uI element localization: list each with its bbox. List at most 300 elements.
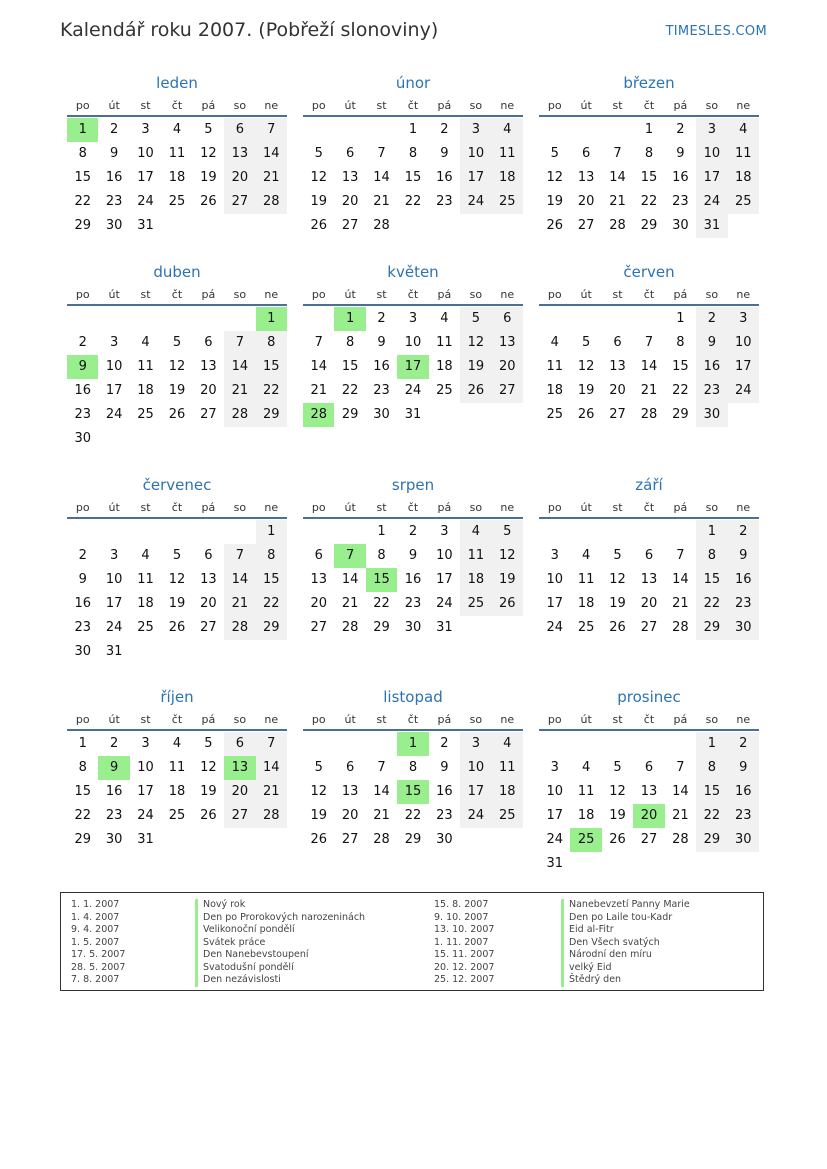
day-cell: 26 bbox=[310, 832, 327, 847]
day-cell: 18 bbox=[492, 166, 523, 190]
empty-cell bbox=[130, 307, 161, 331]
legend-date: 28. 5. 2007 bbox=[71, 961, 126, 973]
day-cell: 24 bbox=[460, 804, 491, 828]
day-cell: 9 bbox=[78, 572, 87, 587]
days-grid bbox=[303, 732, 523, 852]
day-cell: 10 bbox=[696, 142, 727, 166]
day-cell: 26 bbox=[168, 620, 186, 635]
day-cell: 4 bbox=[581, 548, 591, 563]
day-cell: 17 bbox=[105, 596, 123, 611]
weekday-label: ne bbox=[500, 501, 515, 514]
day-cell: 11 bbox=[492, 142, 523, 166]
day-cell: 23 bbox=[105, 194, 123, 209]
weekday-label: pá bbox=[673, 99, 688, 112]
day-cell: 4 bbox=[172, 122, 182, 137]
empty-cell bbox=[303, 118, 334, 142]
day-cell: 27 bbox=[200, 407, 217, 422]
day-cell: 1 bbox=[78, 736, 87, 751]
weekday-label: so bbox=[233, 501, 247, 514]
month-1 bbox=[67, 73, 287, 238]
day-cell: 11 bbox=[168, 760, 186, 775]
day-cell: 31 bbox=[137, 832, 154, 847]
day-cell: 9 bbox=[728, 544, 759, 568]
day-cell: 30 bbox=[105, 218, 123, 233]
day-cell: 3 bbox=[141, 122, 150, 137]
day-cell: 10 bbox=[728, 331, 759, 355]
days-grid bbox=[67, 118, 287, 238]
day-cell: 30 bbox=[373, 407, 390, 422]
weekday-label: ne bbox=[264, 713, 279, 726]
day-cell: 13 bbox=[200, 359, 217, 374]
day-cell: 28 bbox=[224, 616, 255, 640]
day-cell: 25 bbox=[492, 190, 523, 214]
weekday-label: po bbox=[547, 501, 562, 514]
day-cell: 6 bbox=[345, 146, 355, 161]
legend-holiday-name: Národní den míru bbox=[561, 949, 690, 962]
month-name: únor bbox=[395, 74, 431, 92]
day-cell: 22 bbox=[341, 383, 359, 398]
weekday-label: so bbox=[469, 288, 483, 301]
weekday-label: ne bbox=[736, 99, 751, 112]
legend-holiday-name: Den po Prorokových narozeninách bbox=[195, 912, 365, 925]
holiday-day-cell: 25 bbox=[570, 828, 601, 852]
holiday-day-cell: 9 bbox=[67, 355, 98, 379]
legend-dates-right bbox=[434, 899, 494, 987]
day-cell: 5 bbox=[581, 335, 591, 350]
weekday-label: pá bbox=[201, 501, 216, 514]
day-cell: 29 bbox=[373, 620, 390, 635]
weekday-label: st bbox=[376, 288, 387, 301]
day-cell: 16 bbox=[373, 359, 390, 374]
weekday-label: út bbox=[108, 501, 120, 514]
day-cell: 22 bbox=[696, 592, 727, 616]
day-cell: 28 bbox=[672, 832, 689, 847]
day-cell: 26 bbox=[609, 620, 626, 635]
weekday-label: ne bbox=[264, 99, 279, 112]
month-9 bbox=[539, 475, 759, 640]
day-cell: 14 bbox=[373, 784, 390, 799]
legend-names-right bbox=[561, 899, 690, 987]
empty-cell bbox=[602, 307, 633, 331]
day-cell: 27 bbox=[200, 620, 217, 635]
day-cell: 20 bbox=[609, 383, 626, 398]
day-cell: 18 bbox=[577, 808, 595, 823]
month-name: leden bbox=[156, 74, 198, 92]
day-cell: 12 bbox=[200, 760, 217, 775]
days-grid bbox=[67, 732, 287, 852]
month-11 bbox=[303, 687, 523, 852]
weekday-label: čt bbox=[643, 713, 655, 726]
day-cell: 14 bbox=[672, 784, 689, 799]
weekday-header bbox=[67, 286, 287, 306]
day-cell: 10 bbox=[546, 784, 563, 799]
day-cell: 2 bbox=[440, 122, 449, 137]
day-cell: 29 bbox=[74, 218, 91, 233]
day-cell: 25 bbox=[168, 194, 186, 209]
weekday-label: út bbox=[344, 99, 356, 112]
day-cell: 24 bbox=[546, 832, 563, 847]
weekday-label: po bbox=[547, 288, 562, 301]
day-cell: 20 bbox=[341, 194, 359, 209]
holiday-day-cell: 20 bbox=[633, 804, 664, 828]
day-cell: 14 bbox=[672, 572, 689, 587]
weekday-label: po bbox=[311, 501, 326, 514]
day-cell: 18 bbox=[168, 170, 186, 185]
day-cell: 31 bbox=[137, 218, 154, 233]
day-cell: 7 bbox=[377, 146, 386, 161]
day-cell: 23 bbox=[672, 194, 689, 209]
brand-link[interactable]: TIMESLES.COM bbox=[665, 24, 767, 39]
day-cell: 23 bbox=[74, 620, 91, 635]
legend-date: 1. 5. 2007 bbox=[71, 936, 120, 948]
weekday-label: pá bbox=[437, 288, 452, 301]
day-cell: 19 bbox=[577, 383, 595, 398]
empty-cell bbox=[67, 520, 98, 544]
day-cell: 13 bbox=[577, 170, 595, 185]
weekday-label: st bbox=[376, 99, 387, 112]
day-cell: 20 bbox=[577, 194, 595, 209]
holiday-day-cell: 7 bbox=[334, 544, 365, 568]
day-cell: 7 bbox=[377, 760, 386, 775]
month-name: listopad bbox=[383, 688, 443, 706]
day-cell: 15 bbox=[640, 170, 658, 185]
day-cell: 5 bbox=[314, 760, 323, 775]
day-cell: 5 bbox=[492, 520, 523, 544]
day-cell: 13 bbox=[341, 170, 359, 185]
weekday-label: st bbox=[612, 713, 623, 726]
day-cell: 23 bbox=[728, 804, 759, 828]
month-name: prosinec bbox=[617, 688, 681, 706]
day-cell: 27 bbox=[577, 218, 595, 233]
weekday-label: pá bbox=[201, 99, 216, 112]
day-cell: 19 bbox=[310, 808, 327, 823]
day-cell: 7 bbox=[224, 331, 255, 355]
day-cell: 6 bbox=[204, 335, 213, 350]
day-cell: 7 bbox=[676, 548, 685, 563]
day-cell: 12 bbox=[168, 359, 186, 374]
day-cell: 7 bbox=[676, 760, 685, 775]
day-cell: 25 bbox=[436, 383, 453, 398]
weekday-label: po bbox=[547, 713, 562, 726]
legend-date: 25. 12. 2007 bbox=[434, 974, 495, 985]
day-cell: 1 bbox=[377, 524, 386, 539]
weekday-label: čt bbox=[407, 99, 419, 112]
day-cell: 30 bbox=[105, 832, 123, 847]
weekday-label: so bbox=[469, 713, 483, 726]
day-cell: 22 bbox=[256, 592, 287, 616]
day-cell: 17 bbox=[460, 780, 491, 804]
day-cell: 19 bbox=[168, 383, 186, 398]
day-cell: 20 bbox=[200, 383, 217, 398]
empty-cell bbox=[193, 307, 224, 331]
empty-cell bbox=[334, 732, 365, 756]
day-cell: 22 bbox=[404, 808, 422, 823]
day-cell: 20 bbox=[200, 596, 217, 611]
weekday-header bbox=[303, 499, 523, 519]
days-grid bbox=[539, 118, 759, 238]
day-cell: 14 bbox=[224, 568, 255, 592]
day-cell: 21 bbox=[256, 166, 287, 190]
day-cell: 30 bbox=[74, 431, 91, 446]
day-cell: 3 bbox=[460, 118, 491, 142]
day-cell: 26 bbox=[492, 592, 523, 616]
day-cell: 7 bbox=[644, 335, 654, 350]
empty-cell bbox=[633, 307, 664, 331]
holiday-day-cell: 13 bbox=[224, 756, 255, 780]
weekday-label: čt bbox=[643, 99, 655, 112]
legend-date: 1. 11. 2007 bbox=[434, 936, 489, 948]
month-name: březen bbox=[623, 74, 675, 92]
holiday-day-cell: 17 bbox=[397, 355, 428, 379]
weekday-label: so bbox=[705, 713, 719, 726]
day-cell: 28 bbox=[373, 832, 390, 847]
legend-date: 15. 8. 2007 bbox=[434, 899, 489, 910]
day-cell: 27 bbox=[310, 620, 327, 635]
weekday-label: út bbox=[108, 713, 120, 726]
legend-date: 7. 8. 2007 bbox=[71, 974, 120, 985]
legend-date: 1. 1. 2007 bbox=[71, 899, 120, 910]
day-cell: 16 bbox=[404, 572, 422, 587]
day-cell: 6 bbox=[224, 732, 255, 756]
day-cell: 12 bbox=[609, 784, 626, 799]
month-4 bbox=[67, 262, 287, 451]
weekday-label: po bbox=[75, 99, 90, 112]
day-cell: 10 bbox=[137, 760, 154, 775]
day-cell: 31 bbox=[436, 620, 453, 635]
weekday-label: pá bbox=[437, 501, 452, 514]
day-cell: 23 bbox=[696, 379, 727, 403]
day-cell: 6 bbox=[613, 335, 622, 350]
day-cell: 2 bbox=[109, 122, 119, 137]
day-cell: 11 bbox=[168, 146, 186, 161]
legend-date: 9. 4. 2007 bbox=[71, 924, 120, 935]
day-cell: 28 bbox=[672, 620, 689, 635]
day-cell: 19 bbox=[492, 568, 523, 592]
day-cell: 12 bbox=[310, 784, 327, 799]
day-cell: 23 bbox=[105, 808, 123, 823]
day-cell: 12 bbox=[492, 544, 523, 568]
day-cell: 27 bbox=[640, 620, 658, 635]
weekday-header bbox=[539, 97, 759, 117]
day-cell: 23 bbox=[373, 383, 390, 398]
empty-cell bbox=[334, 520, 365, 544]
month-name: duben bbox=[153, 263, 201, 281]
day-cell: 6 bbox=[492, 307, 523, 331]
day-cell: 1 bbox=[256, 520, 287, 544]
day-cell: 14 bbox=[256, 756, 287, 780]
weekday-label: út bbox=[344, 501, 356, 514]
day-cell: 1 bbox=[696, 732, 727, 756]
day-cell: 8 bbox=[256, 331, 287, 355]
weekday-label: čt bbox=[407, 501, 419, 514]
legend-date: 20. 12. 2007 bbox=[434, 961, 495, 973]
day-cell: 30 bbox=[696, 403, 727, 427]
day-cell: 24 bbox=[728, 379, 759, 403]
weekday-label: čt bbox=[407, 713, 419, 726]
legend-dates-left bbox=[71, 899, 125, 987]
day-cell: 4 bbox=[728, 118, 759, 142]
weekday-label: so bbox=[705, 99, 719, 112]
day-cell: 17 bbox=[137, 784, 154, 799]
days-grid bbox=[303, 520, 523, 640]
legend-holiday-name: Štědrý den bbox=[561, 974, 690, 987]
weekday-label: ne bbox=[500, 288, 515, 301]
weekday-label: čt bbox=[407, 288, 419, 301]
weekday-label: út bbox=[344, 288, 356, 301]
weekday-label: so bbox=[469, 501, 483, 514]
day-cell: 15 bbox=[256, 568, 287, 592]
day-cell: 4 bbox=[440, 311, 449, 326]
day-cell: 3 bbox=[408, 311, 418, 326]
weekday-header bbox=[67, 499, 287, 519]
day-cell: 8 bbox=[676, 335, 685, 350]
day-cell: 10 bbox=[460, 756, 491, 780]
day-cell: 8 bbox=[408, 146, 418, 161]
day-cell: 11 bbox=[546, 359, 563, 374]
day-cell: 31 bbox=[105, 644, 123, 659]
day-cell: 27 bbox=[224, 804, 255, 828]
day-cell: 20 bbox=[640, 596, 658, 611]
day-cell: 1 bbox=[676, 311, 685, 326]
day-cell: 22 bbox=[696, 804, 727, 828]
day-cell: 20 bbox=[310, 596, 327, 611]
month-5 bbox=[303, 262, 523, 427]
holiday-day-cell: 1 bbox=[256, 307, 287, 331]
day-cell: 19 bbox=[546, 194, 563, 209]
day-cell: 2 bbox=[440, 736, 449, 751]
day-cell: 2 bbox=[676, 122, 685, 137]
weekday-header bbox=[539, 499, 759, 519]
day-cell: 15 bbox=[672, 359, 689, 374]
empty-cell bbox=[665, 732, 696, 756]
day-cell: 21 bbox=[609, 194, 626, 209]
empty-cell bbox=[665, 520, 696, 544]
day-cell: 2 bbox=[408, 524, 418, 539]
day-cell: 21 bbox=[341, 596, 359, 611]
day-cell: 13 bbox=[224, 142, 255, 166]
day-cell: 2 bbox=[377, 311, 386, 326]
month-12 bbox=[539, 687, 759, 876]
holiday-day-cell: 28 bbox=[303, 403, 334, 427]
day-cell: 12 bbox=[310, 170, 327, 185]
day-cell: 26 bbox=[546, 218, 563, 233]
empty-cell bbox=[224, 520, 255, 544]
day-cell: 30 bbox=[728, 828, 759, 852]
legend-date: 15. 11. 2007 bbox=[434, 949, 495, 960]
empty-cell bbox=[539, 732, 570, 756]
day-cell: 14 bbox=[256, 142, 287, 166]
day-cell: 11 bbox=[577, 572, 595, 587]
day-cell: 10 bbox=[105, 572, 123, 587]
day-cell: 25 bbox=[137, 407, 154, 422]
day-cell: 17 bbox=[546, 808, 563, 823]
weekday-label: st bbox=[376, 713, 387, 726]
day-cell: 14 bbox=[609, 170, 626, 185]
day-cell: 26 bbox=[460, 379, 491, 403]
day-cell: 15 bbox=[256, 355, 287, 379]
weekday-label: st bbox=[612, 99, 623, 112]
weekday-label: čt bbox=[171, 501, 183, 514]
weekday-label: út bbox=[108, 288, 120, 301]
day-cell: 12 bbox=[577, 359, 595, 374]
legend-holiday-name: Velikonoční pondělí bbox=[195, 924, 365, 937]
day-cell: 11 bbox=[492, 756, 523, 780]
day-cell: 16 bbox=[74, 596, 91, 611]
weekday-label: st bbox=[140, 713, 151, 726]
days-grid bbox=[67, 520, 287, 664]
legend-names-left bbox=[195, 899, 365, 987]
weekday-label: pá bbox=[201, 713, 216, 726]
day-cell: 7 bbox=[256, 118, 287, 142]
day-cell: 18 bbox=[577, 596, 595, 611]
day-cell: 1 bbox=[408, 122, 418, 137]
days-grid bbox=[67, 307, 287, 451]
empty-cell bbox=[539, 307, 570, 331]
weekday-label: so bbox=[233, 288, 247, 301]
day-cell: 3 bbox=[728, 307, 759, 331]
holiday-day-cell: 1 bbox=[67, 118, 98, 142]
weekday-label: čt bbox=[643, 501, 655, 514]
day-cell: 17 bbox=[137, 170, 154, 185]
weekday-label: ne bbox=[500, 713, 515, 726]
weekday-header bbox=[303, 97, 523, 117]
weekday-label: st bbox=[376, 501, 387, 514]
weekday-label: čt bbox=[171, 713, 183, 726]
day-cell: 26 bbox=[200, 194, 217, 209]
weekday-label: so bbox=[233, 99, 247, 112]
weekday-header bbox=[67, 711, 287, 731]
empty-cell bbox=[193, 520, 224, 544]
day-cell: 27 bbox=[224, 190, 255, 214]
holiday-day-cell: 15 bbox=[366, 568, 397, 592]
day-cell: 8 bbox=[256, 544, 287, 568]
holiday-legend bbox=[60, 892, 764, 991]
day-cell: 13 bbox=[492, 331, 523, 355]
weekday-label: pá bbox=[673, 501, 688, 514]
day-cell: 4 bbox=[141, 548, 150, 563]
day-cell: 9 bbox=[377, 335, 386, 350]
day-cell: 22 bbox=[74, 808, 91, 823]
day-cell: 7 bbox=[224, 544, 255, 568]
day-cell: 14 bbox=[373, 170, 390, 185]
day-cell: 23 bbox=[436, 808, 453, 823]
days-grid bbox=[539, 520, 759, 640]
day-cell: 23 bbox=[728, 592, 759, 616]
day-cell: 10 bbox=[105, 359, 123, 374]
empty-cell bbox=[130, 520, 161, 544]
day-cell: 21 bbox=[256, 780, 287, 804]
weekday-label: pá bbox=[201, 288, 216, 301]
weekday-header bbox=[303, 286, 523, 306]
day-cell: 4 bbox=[581, 760, 591, 775]
day-cell: 9 bbox=[696, 331, 727, 355]
weekday-label: ne bbox=[736, 288, 751, 301]
day-cell: 29 bbox=[256, 403, 287, 427]
day-cell: 24 bbox=[105, 407, 123, 422]
weekday-label: út bbox=[580, 288, 592, 301]
day-cell: 19 bbox=[609, 596, 626, 611]
day-cell: 9 bbox=[440, 146, 449, 161]
empty-cell bbox=[161, 307, 192, 331]
day-cell: 28 bbox=[224, 403, 255, 427]
day-cell: 5 bbox=[204, 122, 213, 137]
day-cell: 14 bbox=[341, 572, 359, 587]
day-cell: 21 bbox=[373, 808, 390, 823]
day-cell: 3 bbox=[550, 548, 559, 563]
day-cell: 18 bbox=[168, 784, 186, 799]
empty-cell bbox=[570, 520, 601, 544]
day-cell: 18 bbox=[728, 166, 759, 190]
